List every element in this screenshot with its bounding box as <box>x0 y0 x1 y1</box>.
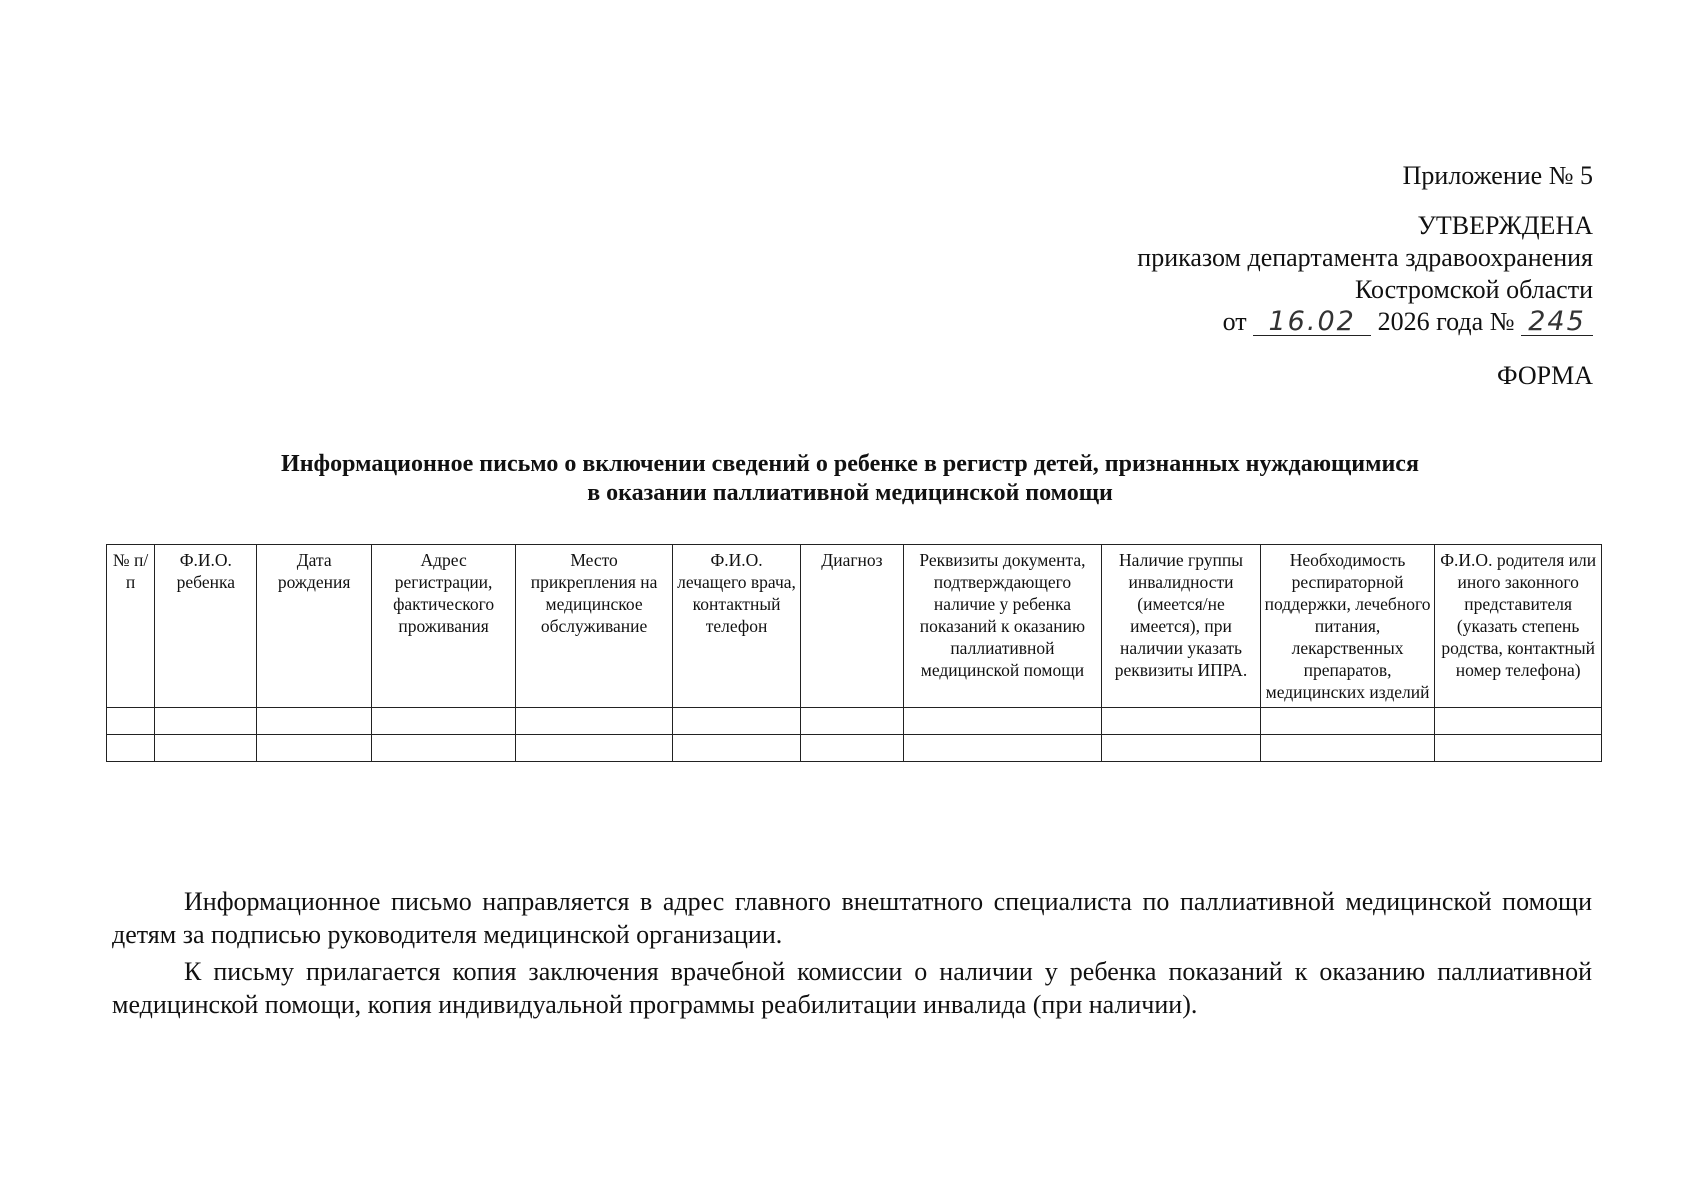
paragraph-attachments: К письму прилагается копия заключения врачебной комиссии о наличии у ребенка показаний к оказанию паллиативной медицинской помощи, копия индивидуальной программы реабилитации инвалида (при наличии). <box>112 957 1592 1019</box>
approval-header <box>893 160 1593 392</box>
table-row <box>107 735 1602 762</box>
table-cell <box>257 708 371 735</box>
order-number-handwritten: 245 <box>1521 309 1593 336</box>
table-cell <box>672 708 800 735</box>
table-cell <box>1435 708 1602 735</box>
table-cell <box>801 735 903 762</box>
title-line-1: Информационное письмо о включении сведений о ребенке в регистр детей, признанных нуждающимися <box>281 451 1419 477</box>
col-header-birth-date: Дата рождения <box>257 545 371 708</box>
table-cell <box>1102 735 1261 762</box>
col-header-child-name: Ф.И.О. ребенка <box>155 545 257 708</box>
document-title <box>120 450 1580 508</box>
table-cell <box>801 708 903 735</box>
col-header-diagnosis: Диагноз <box>801 545 903 708</box>
col-header-number: № п/п <box>107 545 155 708</box>
table-row <box>107 708 1602 735</box>
register-table <box>106 544 1602 762</box>
table-cell <box>516 735 673 762</box>
approved-label: УТВЕРЖДЕНА <box>1417 211 1593 240</box>
table-cell <box>516 708 673 735</box>
order-authority: приказом департамента здравоохранения <box>1137 243 1593 272</box>
table-cell <box>257 735 371 762</box>
col-header-doctor: Ф.И.О. лечащего врача, контактный телефон <box>672 545 800 708</box>
table-cell <box>903 735 1102 762</box>
form-label: ФОРМА <box>1497 361 1593 390</box>
table-cell <box>107 708 155 735</box>
col-header-medical-attachment: Место прикрепления на медицинское обслуживание <box>516 545 673 708</box>
table-cell <box>155 735 257 762</box>
table-cell <box>1435 735 1602 762</box>
title-line-2: в оказании паллиативной медицинской помощи <box>587 480 1113 506</box>
appendix-label: Приложение № 5 <box>1402 161 1593 190</box>
table-cell <box>1102 708 1261 735</box>
table-cell <box>903 708 1102 735</box>
table-cell <box>1260 735 1435 762</box>
table-cell <box>155 708 257 735</box>
col-header-guardian: Ф.И.О. родителя или иного законного представителя (указать степень родства, контактный номер телефона) <box>1435 545 1602 708</box>
col-header-document-details: Реквизиты документа, подтверждающего наличие у ребенка показаний к оказанию паллиативной медицинской помощи <box>903 545 1102 708</box>
table-cell <box>371 735 515 762</box>
order-date-handwritten: 16.02 <box>1253 309 1371 336</box>
table-cell <box>1260 708 1435 735</box>
paragraph-addressee: Информационное письмо направляется в адрес главного внештатного специалиста по паллиативной медицинской помощи детям за подписью руководителя медицинской организации. <box>112 887 1592 949</box>
date-prefix: от <box>1222 307 1247 336</box>
order-date-line <box>893 306 1593 338</box>
table-cell <box>672 735 800 762</box>
body-text <box>112 885 1592 1025</box>
col-header-support-needs: Необходимость респираторной поддержки, лечебного питания, лекарственных препаратов, медицинских изделий <box>1260 545 1435 708</box>
region-name: Костромской области <box>1354 275 1593 304</box>
col-header-address: Адрес регистрации, фактического проживания <box>371 545 515 708</box>
year-text: 2026 года № <box>1377 307 1515 336</box>
col-header-disability: Наличие группы инвалидности (имеется/не имеется), при наличии указать реквизиты ИПРА. <box>1102 545 1261 708</box>
table-cell <box>371 708 515 735</box>
table-header-row <box>107 545 1602 708</box>
table-cell <box>107 735 155 762</box>
